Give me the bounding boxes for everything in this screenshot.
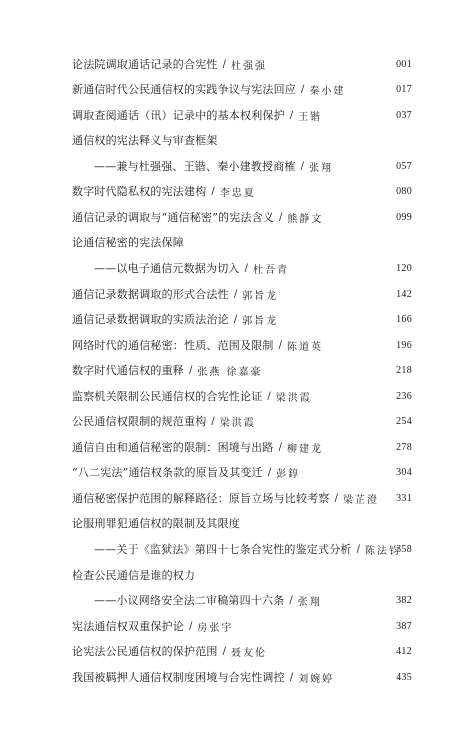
separator: / [222, 58, 226, 70]
toc-entry-subtitle[interactable] [94, 541, 412, 557]
entry-title: 监察机关限制公民通信权的合宪性论证 [72, 390, 263, 403]
separator: / [189, 364, 193, 376]
entry-page: 435 [396, 671, 412, 683]
toc-entry[interactable] [72, 311, 412, 327]
entry-page: 017 [396, 83, 412, 95]
entry-title: 公民通信权限制的规范重构 [72, 415, 207, 428]
entry-author: 房张宇 [197, 622, 234, 634]
entry-page: 304 [396, 466, 412, 478]
entry-author: 李忠夏 [219, 187, 256, 199]
entry-author: 彭錞 [276, 468, 301, 480]
toc-entry[interactable] [72, 464, 412, 480]
entry-author: 陈道英 [286, 341, 323, 353]
entry-title: 新通信时代公民通信权的实践争议与宪法回应 [72, 83, 296, 96]
toc-entry[interactable] [72, 413, 412, 429]
separator: / [279, 211, 283, 223]
separator: / [289, 109, 294, 121]
separator: / [356, 543, 360, 555]
entry-page: 254 [396, 415, 412, 427]
entry-author: 张翔 [297, 596, 322, 608]
entry-title: 网络时代的通信秘密：性质、范围及限制 [72, 339, 274, 352]
entry-subtitle: ——兼与杜强强、王锴、秦小建教授商榷 [94, 160, 296, 173]
entry-title: 通信秘密保护范围的解释路径：原旨立场与比较考察 [72, 492, 330, 505]
separator: / [278, 441, 282, 453]
separator: / [222, 645, 226, 657]
entry-subtitle: ——小议网络安全法二审稿第四十六条 [94, 594, 285, 607]
separator: / [289, 671, 294, 683]
entry-page: 358 [396, 543, 412, 555]
separator: / [301, 83, 305, 95]
entry-page: 412 [396, 645, 412, 657]
toc-entry-subtitle[interactable] [94, 592, 412, 608]
entry-page: 387 [396, 620, 412, 632]
separator: / [334, 492, 338, 504]
separator: / [267, 390, 271, 402]
entry-title: 论法院调取通话记录的合宪性 [72, 58, 218, 71]
entry-author: 柳建龙 [286, 443, 323, 455]
separator: / [211, 415, 215, 427]
entry-title: 论通信秘密的宪法保障 [72, 236, 184, 249]
entry-author: 熊静文 [287, 213, 324, 225]
toc-entry[interactable] [72, 56, 412, 72]
toc-entry[interactable] [72, 490, 412, 506]
toc-entry-heading[interactable] [72, 515, 412, 531]
toc-entry[interactable] [72, 107, 412, 123]
toc-entry-subtitle[interactable] [94, 158, 412, 174]
entry-page: 278 [396, 441, 412, 453]
entry-page: 196 [396, 339, 412, 351]
toc-entry[interactable] [72, 439, 412, 455]
toc-entry[interactable] [72, 337, 412, 353]
toc-entry[interactable] [72, 643, 412, 659]
entry-title: 论服刑罪犯通信权的限制及其限度 [72, 517, 240, 530]
entry-title: 通信记录数据调取的实质法治论 [72, 313, 229, 326]
entry-page: 382 [396, 594, 412, 606]
entry-page: 218 [396, 364, 412, 376]
entry-author: 刘婉婷 [298, 673, 335, 685]
separator: / [189, 620, 193, 632]
entry-author: 张翔 [308, 162, 333, 174]
toc-entry[interactable] [72, 362, 412, 378]
entry-author: 郭旨龙 [242, 290, 279, 302]
entry-title: 调取查阅通话（讯）记录中的基本权利保护 [72, 109, 285, 122]
entry-title: 检查公民通信是谁的权力 [72, 569, 196, 582]
entry-author: 聂友伦 [230, 647, 267, 659]
entry-author: 郭旨龙 [242, 315, 279, 327]
entry-title: 通信权的宪法释义与审查框架 [72, 134, 218, 147]
entry-page: 142 [396, 288, 412, 300]
toc-entry[interactable] [72, 286, 412, 302]
entry-page: 037 [396, 109, 412, 121]
entry-author: 杜吾青 [252, 264, 289, 276]
entry-title: 我国被羁押人通信权制度困境与合宪性调控 [72, 671, 285, 684]
entry-author: 梁芷澄 [342, 494, 379, 506]
entry-page: 166 [396, 313, 412, 325]
entry-author: 杜强强 [230, 60, 267, 72]
entry-author: 张燕 徐嘉豪 [197, 366, 263, 378]
toc-entry-heading[interactable] [72, 567, 412, 583]
entry-page: 057 [396, 160, 412, 172]
entry-title: 数字时代隐私权的宪法建构 [72, 185, 207, 198]
separator: / [300, 160, 304, 172]
entry-author: 秦小建 [309, 85, 346, 97]
toc-entry[interactable] [72, 669, 412, 685]
entry-page: 236 [396, 390, 412, 402]
separator: / [289, 594, 293, 606]
entry-title: 通信记录的调取与“通信秘密”的宪法含义 [72, 211, 275, 224]
entry-author: 梁洪霞 [275, 392, 312, 404]
separator: / [278, 339, 282, 351]
toc-entry[interactable] [72, 209, 412, 225]
entry-title: 通信自由和通信秘密的限制：困境与出路 [72, 441, 274, 454]
entry-page: 099 [396, 211, 412, 223]
entry-author: 陈法钧 [364, 545, 401, 557]
entry-subtitle: ——以电子通信元数据为切入 [94, 262, 240, 275]
entry-title: 论宪法公民通信权的保护范围 [72, 645, 218, 658]
toc-entry[interactable] [72, 81, 412, 97]
entry-subtitle: ——关于《监狱法》第四十七条合宪性的鉴定式分析 [94, 543, 352, 556]
toc-entry-heading[interactable] [72, 132, 412, 148]
entry-page: 120 [396, 262, 412, 274]
entry-title: “八二宪法”通信权条款的原旨及其变迁 [72, 466, 263, 479]
separator: / [233, 313, 238, 325]
entry-title: 通信记录数据调取的形式合法性 [72, 288, 229, 301]
entry-author: 梁洪霞 [219, 417, 256, 429]
toc-entry[interactable] [72, 183, 412, 199]
toc-entry-heading[interactable] [72, 234, 412, 250]
toc-entry[interactable] [72, 388, 412, 404]
entry-title: 数字时代通信权的重释 [72, 364, 184, 377]
toc-entry[interactable] [72, 618, 412, 634]
entry-page: 080 [396, 185, 412, 197]
entry-title: 宪法通信权双重保护论 [72, 620, 184, 633]
separator: / [267, 466, 272, 478]
entry-page: 331 [396, 492, 412, 504]
entry-author: 王锴 [298, 111, 323, 123]
separator: / [244, 262, 248, 274]
separator: / [233, 288, 238, 300]
toc-entry-subtitle[interactable] [94, 260, 412, 276]
separator: / [211, 185, 215, 197]
entry-page: 001 [396, 58, 412, 70]
